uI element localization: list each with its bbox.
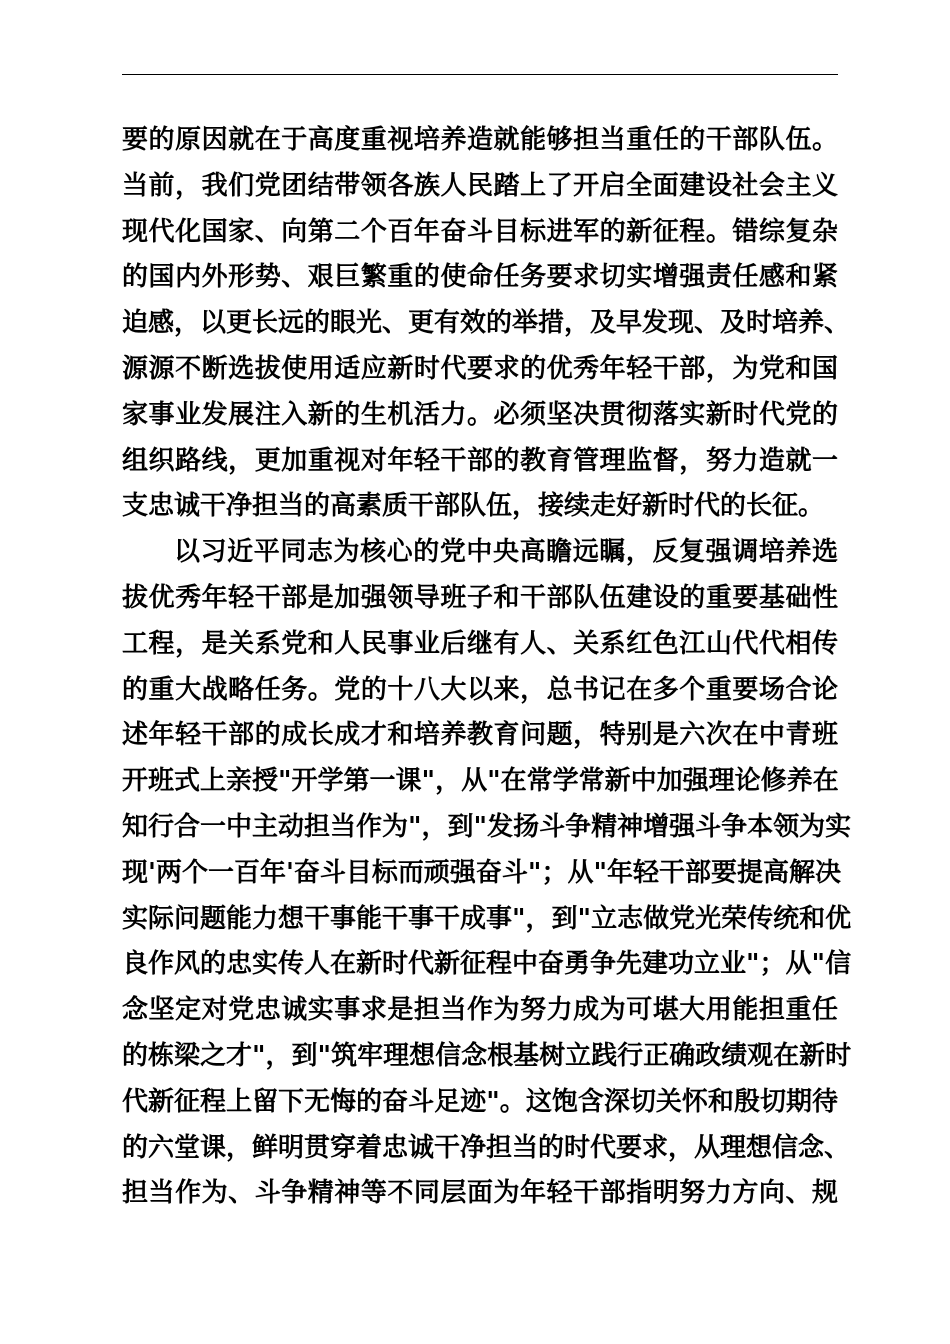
text-line: 知行合一中主动担当作为"，到"发扬斗争精神增强斗争本领为实 [122, 811, 852, 842]
text-line: 担当作为、斗争精神等不同层面为年轻干部指明努力方向、规 [122, 1178, 838, 1209]
text-line: 家事业发展注入新的生机活力。必须坚决贯彻落实新时代党的 [122, 399, 838, 430]
text-line: 的国内外形势、艰巨繁重的使命任务要求切实增强责任感和紧 [122, 262, 838, 293]
text-line: 开班式上亲授"开学第一课"，从"在常学常新中加强理论修养在 [122, 766, 839, 797]
body-text [122, 118, 852, 1217]
text-line: 代新征程上留下无悔的奋斗足迹"。这饱含深切关怀和殷切期待 [122, 1086, 838, 1117]
text-line: 迫感，以更长远的眼光、更有效的举措，及早发现、及时培养、 [122, 308, 851, 339]
text-line: 组织路线，更加重视对年轻干部的教育管理监督，努力造就一 [122, 445, 838, 476]
text-line: 要的原因就在于高度重视培养造就能够担当重任的干部队伍。 [122, 125, 838, 155]
text-line: 支忠诚干净担当的高素质干部队伍，接续走好新时代的长征。 [122, 491, 825, 522]
text-line: 的六堂课，鲜明贯穿着忠诚干净担当的时代要求，从理想信念、 [122, 1132, 851, 1163]
text-line: 现'两个一百年'奋斗目标而顽强奋斗"；从"年轻干部要提高解决 [122, 857, 842, 888]
text-line: 良作风的忠实传人在新时代新征程中奋勇争先建功立业"；从"信 [122, 949, 852, 980]
text-line: 的栋梁之才"，到"筑牢理想信念根基树立践行正确政绩观在新时 [122, 1040, 852, 1071]
text-line: 拔优秀年轻干部是加强领导班子和干部队伍建设的重要基础性 [122, 582, 838, 613]
text-line: 现代化国家、向第二个百年奋斗目标进军的新征程。错综复杂 [122, 216, 838, 247]
text-line: 述年轻干部的成长成才和培养教育问题，特别是六次在中青班 [122, 720, 838, 751]
text-line: 以习近平同志为核心的党中央高瞻远瞩，反复强调培养选 [174, 537, 838, 568]
header-rule [122, 74, 838, 75]
text-line: 源源不断选拔使用适应新时代要求的优秀年轻干部，为党和国 [122, 353, 838, 384]
text-line: 念坚定对党忠诚实事求是担当作为努力成为可堪大用能担重任 [122, 995, 838, 1026]
text-line: 当前，我们党团结带领各族人民踏上了开启全面建设社会主义 [122, 170, 838, 201]
text-line: 工程，是关系党和人民事业后继有人、关系红色江山代代相传 [122, 628, 838, 659]
text-line: 实际问题能力想干事能干事干成事"，到"立志做党光荣传统和优 [122, 903, 852, 934]
text-line: 的重大战略任务。党的十八大以来，总书记在多个重要场合论 [122, 674, 838, 705]
